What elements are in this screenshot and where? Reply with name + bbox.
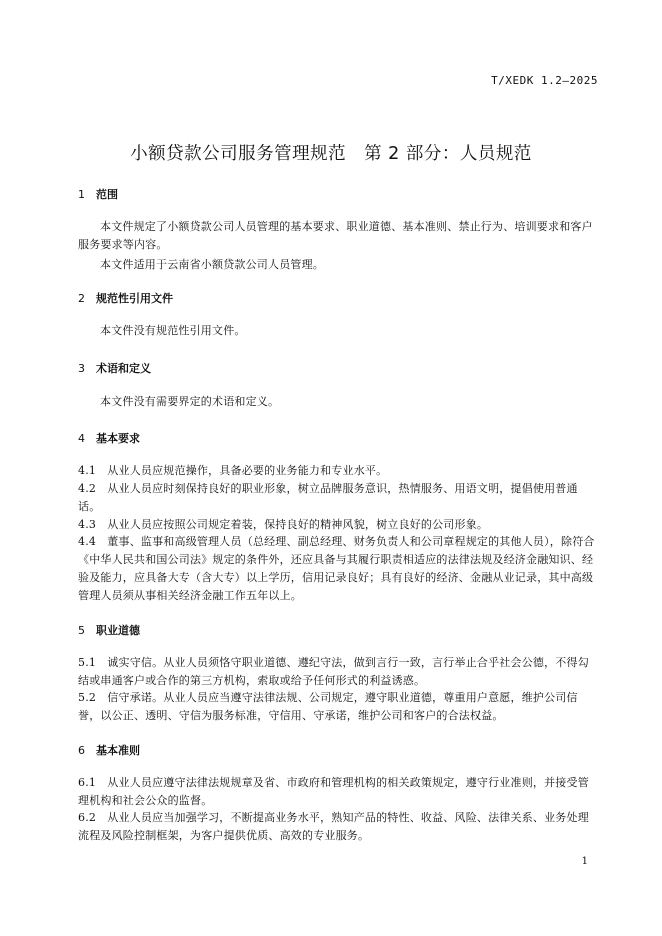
clause-6-2: 6.2 从业人员应当加强学习，不断提高业务水平，熟知产品的特性、收益、风险、法律关系、业务处理流程及风险控制框架，为客户提供优质、高效的专业服务。 xyxy=(78,811,589,842)
section-number: 6 xyxy=(78,744,85,757)
section-title: 范围 xyxy=(96,188,118,201)
section-5-heading xyxy=(78,622,140,638)
section-3-heading xyxy=(78,360,151,376)
section-title: 术语和定义 xyxy=(96,362,151,375)
page-title: 小额贷款公司服务管理规范 第 2 部分：人员规范 xyxy=(130,144,532,164)
section-title: 规范性引用文件 xyxy=(96,292,173,305)
clause-5-2: 5.2 信守承诺。从业人员应当遵守法律法规、公司规定，遵守职业道德，尊重用户意愿，维护公司信誉，以公正、透明、守信为服务标准，守信用、守承诺，维护公司和客户的合法权益。 xyxy=(78,691,578,722)
paragraph: 本文件规定了小额贷款公司人员管理的基本要求、职业道德、基本准则、禁止行为、培训要求和客户服务要求等内容。 xyxy=(78,220,593,251)
clause-4-4: 4.4 董事、监事和高级管理人员（总经理、副总经理、财务负责人和公司章程规定的其他人员），除符合《中华人民共和国公司法》规定的条件外，还应具备与其履行职责相适应的法律法规及经济金融知识、经验及能力，应具备大专（含大专）以上学历，信用记录良好；具有良好的经济、金融从业记录，其中高级管理人员须从事相关经济金融工作五年以上。 xyxy=(78,535,595,602)
section-title: 职业道德 xyxy=(96,624,140,637)
clause-4-2: 4.2 从业人员应时刻保持良好的职业形象，树立品牌服务意识，热情服务、用语文明，提倡使用普通话。 xyxy=(78,482,578,513)
section-4-heading xyxy=(78,430,140,446)
page-number: 1 xyxy=(581,856,588,867)
section-title: 基本准则 xyxy=(96,744,140,757)
section-number: 2 xyxy=(78,292,85,305)
clause-4-1: 4.1 从业人员应规范操作，具备必要的业务能力和专业水平。 xyxy=(78,464,388,477)
section-6-heading xyxy=(78,742,140,758)
section-1-heading xyxy=(78,186,118,202)
clause-6-1: 6.1 从业人员应遵守法律法规规章及省、市政府和管理机构的相关政策规定，遵守行业准则，并接受管理机构和社会公众的监督。 xyxy=(78,776,589,807)
paragraph: 本文件没有规范性引用文件。 xyxy=(100,324,246,337)
paragraph: 本文件适用于云南省小额贷款公司人员管理。 xyxy=(100,258,324,271)
section-title: 基本要求 xyxy=(96,432,140,445)
section-number: 3 xyxy=(78,362,85,375)
clause-5-1: 5.1 诚实守信。从业人员须恪守职业道德、遵纪守法，做到言行一致，言行举止合乎社会公德，不得勾结或串通客户或合作的第三方机构，索取或给予任何形式的利益诱惑。 xyxy=(78,656,589,687)
section-number: 5 xyxy=(78,624,85,637)
section-2-heading xyxy=(78,290,173,306)
clause-4-3: 4.3 从业人员应按照公司规定着装，保持良好的精神风貌，树立良好的公司形象。 xyxy=(78,518,489,531)
document-code: T/XEDK 1.2—2025 xyxy=(491,74,598,87)
paragraph: 本文件没有需要界定的术语和定义。 xyxy=(100,395,280,408)
section-number: 4 xyxy=(78,432,85,445)
section-number: 1 xyxy=(78,188,85,201)
